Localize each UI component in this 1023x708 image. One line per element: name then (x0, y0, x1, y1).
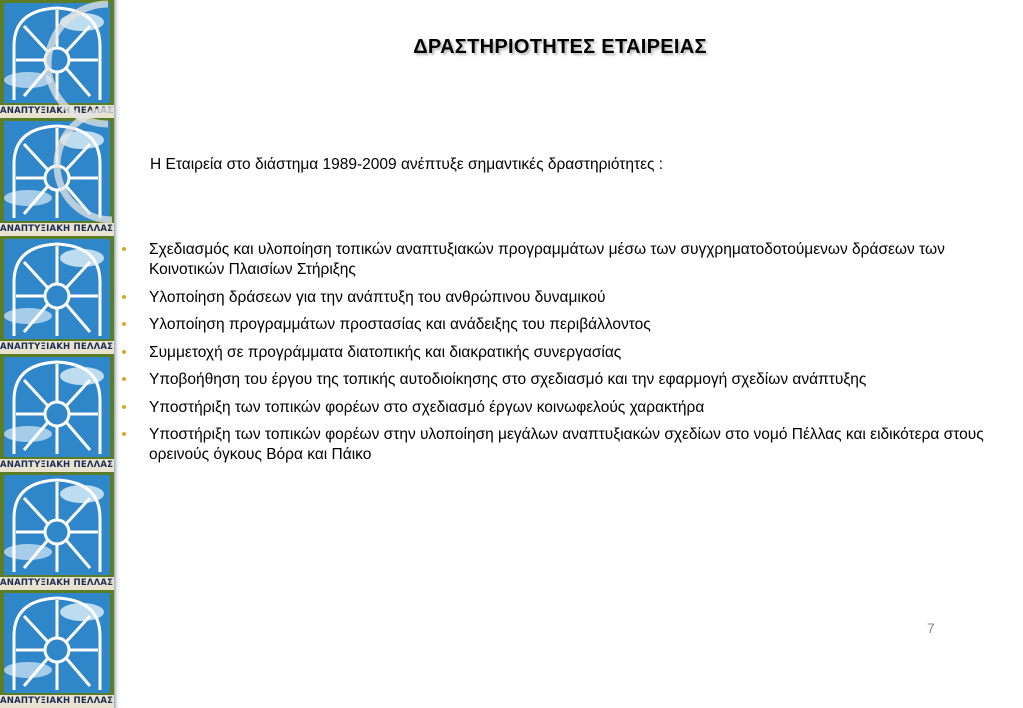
wheel-logo-icon (0, 472, 114, 590)
bullet-icon: • (121, 343, 127, 361)
list-item-text: Υλοποίηση δράσεων για την ανάπτυξη του ανθρώπινου δυναμικού (149, 288, 606, 306)
list-item (118, 288, 1018, 308)
list-item (118, 370, 1018, 390)
list-item (118, 240, 1018, 280)
list-item-text: Σχεδιασμός και υλοποίηση τοπικών αναπτυξιακών προγραμμάτων μέσω των συγχρηματοδοτούμενων δράσεων των Κοινοτικών Πλαισίων Στήριξης (149, 241, 945, 278)
logo-tile (0, 590, 114, 708)
logo-tile (0, 236, 114, 354)
list-item-text: Υποστήριξη των τοπικών φορέων στο σχεδιασμό έργων κοινωφελούς χαρακτήρα (149, 398, 705, 416)
wheel-logo-icon (0, 236, 114, 354)
list-item-text: Υποβοήθηση του έργου της τοπικής αυτοδιοίκησης στο σχεδιασμό και την εφαρμογή σχεδίων ανάπτυξης (149, 371, 867, 388)
list-item-text: Συμμετοχή σε προγράμματα διατοπικής και διακρατικής συνεργασίας (149, 343, 622, 361)
wheel-logo-icon (0, 590, 114, 708)
logo-label: ΑΝΑΠΤΥΞΙΑΚΗ ΠΕΛΛΑΣ (0, 578, 114, 588)
bullet-icon: • (121, 398, 127, 416)
bullet-icon: • (121, 426, 127, 443)
bullet-icon: • (121, 316, 127, 333)
list-item (118, 425, 1018, 465)
swirl-decoration-icon (0, 0, 140, 230)
bullet-icon: • (121, 241, 127, 258)
list-item (118, 398, 1018, 418)
slide-title: ΔΡΑΣΤΗΡΙΟΤΗΤΕΣ ΕΤΑΙΡΕΙΑΣ (413, 36, 707, 58)
logo-label: ΑΝΑΠΤΥΞΙΑΚΗ ΠΕΛΛΑΣ (0, 696, 114, 706)
list-item-text: Υποστήριξη των τοπικών φορέων στην υλοποίηση μεγάλων αναπτυξιακών σχεδίων στο νομό Πέλλας και ειδικότερα στους ορεινούς όγκους Βόρα και Πάικο (149, 426, 984, 463)
list-item-text: Υλοποίηση προγραμμάτων προστασίας και ανάδειξης του περιβάλλοντος (149, 316, 651, 333)
list-item (118, 343, 1018, 363)
logo-label: ΑΝΑΠΤΥΞΙΑΚΗ ΠΕΛΛΑΣ (0, 342, 114, 352)
bullet-icon: • (121, 371, 127, 388)
logo-label: ΑΝΑΠΤΥΞΙΑΚΗ ΠΕΛΛΑΣ (0, 106, 114, 116)
bullet-icon: • (121, 288, 127, 306)
logo-tile (0, 472, 114, 590)
activities-list (118, 240, 1018, 473)
logo-label: ΑΝΑΠΤΥΞΙΑΚΗ ΠΕΛΛΑΣ (0, 460, 114, 470)
logo-tile (0, 354, 114, 472)
wheel-logo-icon (0, 354, 114, 472)
intro-text: Η Εταιρεία στο διάστημα 1989-2009 ανέπτυξε σημαντικές δραστηριότητες : (150, 156, 664, 173)
page-number: 7 (927, 620, 935, 636)
list-item (118, 315, 1018, 335)
logo-label: ΑΝΑΠΤΥΞΙΑΚΗ ΠΕΛΛΑΣ (0, 224, 114, 234)
